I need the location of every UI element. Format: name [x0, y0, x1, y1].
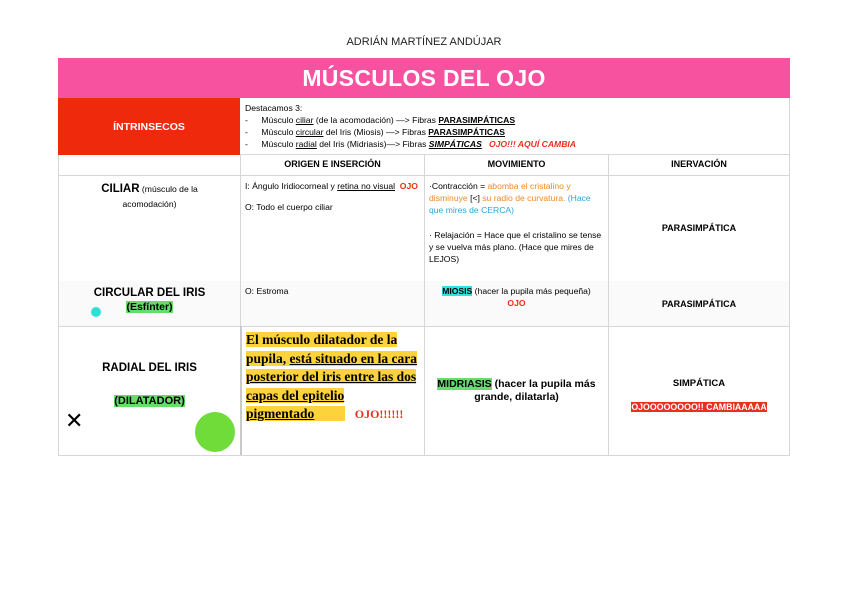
- circular-name: CIRCULAR DEL IRIS: [93, 287, 206, 299]
- author-name: ADRIÁN MARTÍNEZ ANDÚJAR: [346, 36, 502, 48]
- ciliar-contraccion: ·Contracción = abomba el cristalino y disminuye [<] su radio de curvatura. (Hace que mires de CERCA): [429, 181, 591, 215]
- table-header-row: [58, 155, 790, 176]
- intrinsecos-item: - Músculo circular del Iris (Miosis) —> Fibras PARASIMPÁTICAS: [245, 126, 789, 138]
- circular-name-cell: [58, 281, 240, 326]
- ciliar-movimiento-cell: [424, 175, 608, 281]
- ciliar-name-note: (músculo de la acomodación): [122, 184, 198, 209]
- table-row-circular: [58, 281, 790, 327]
- radial-inervacion-note: OJOOOOOOOO!! CAMBIAAAAA: [631, 402, 767, 412]
- radial-name-sub: (DILATADOR): [114, 395, 185, 407]
- ciliar-name-cell: [58, 175, 240, 281]
- circular-origen: O: Estroma: [240, 281, 424, 326]
- radial-inervacion-cell: [608, 326, 790, 455]
- ciliar-origen-i: I: Ángulo Iridiocorneal y retina no visual OJO: [245, 181, 418, 191]
- ciliar-inervacion: PARASIMPÁTICA: [608, 175, 790, 281]
- radial-origen-cell: [240, 326, 424, 455]
- ciliar-name: CILIAR: [101, 183, 140, 195]
- circular-inervacion: PARASIMPÁTICA: [608, 281, 790, 326]
- ciliar-origen-cell: [240, 175, 424, 281]
- circular-name-sub: (Esfínter): [126, 301, 173, 313]
- cyan-dot: [91, 307, 101, 317]
- intrinsecos-row: [58, 98, 790, 155]
- table-row-radial: [58, 326, 790, 456]
- radial-movimiento: MIDRIASIS (hacer la pupila más grande, dilatarla): [437, 377, 596, 403]
- radial-origen-ojo: OJO!!!!!!: [354, 407, 404, 421]
- intrinsecos-intro: Destacamos 3:: [245, 103, 303, 113]
- table-row-ciliar: [58, 175, 790, 282]
- intrinsecos-notes: [240, 98, 790, 155]
- radial-origen-text: El músculo dilatador de la pupila, está situado en la cara posterior del iris entre las dos capas del epitelio pigmentado: [246, 332, 418, 421]
- intrinsecos-label: ÍNTRINSECOS: [58, 98, 240, 155]
- ciliar-origen-o: O: Todo el cuerpo ciliar: [245, 202, 333, 212]
- green-dot: [195, 412, 235, 452]
- header-empty: [58, 155, 240, 175]
- intrinsecos-item: - Músculo radial del Iris (Midriasis)—> Fibras SIMPÁTICAS OJO!!! AQUÍ CAMBIA: [245, 138, 789, 150]
- header-inervacion: INERVACIÓN: [608, 155, 790, 175]
- radial-movimiento-cell: [424, 326, 608, 455]
- ciliar-relajacion: · Relajación = Hace que el cristalino se tense y se vuelva más plano. (Hace que mires de LEJOS): [429, 230, 602, 264]
- radial-name: RADIAL DEL IRIS: [102, 362, 197, 374]
- circular-ojo: OJO: [507, 298, 526, 308]
- radial-inervacion: SIMPÁTICA: [672, 378, 726, 389]
- page-title: MÚSCULOS DEL OJO: [58, 58, 790, 98]
- header-origen: ORIGEN E INSERCIÓN: [240, 155, 424, 175]
- circular-movimiento: MIOSIS (hacer la pupila más pequeña): [442, 286, 591, 296]
- header-movimiento: MOVIMIENTO: [424, 155, 608, 175]
- circular-movimiento-cell: [424, 281, 608, 326]
- intrinsecos-item: - Músculo ciliar (de la acomodación) —> Fibras PARASIMPÁTICAS: [245, 114, 789, 126]
- radial-name-cell: [58, 326, 240, 455]
- close-mark-icon: ✕: [65, 408, 84, 433]
